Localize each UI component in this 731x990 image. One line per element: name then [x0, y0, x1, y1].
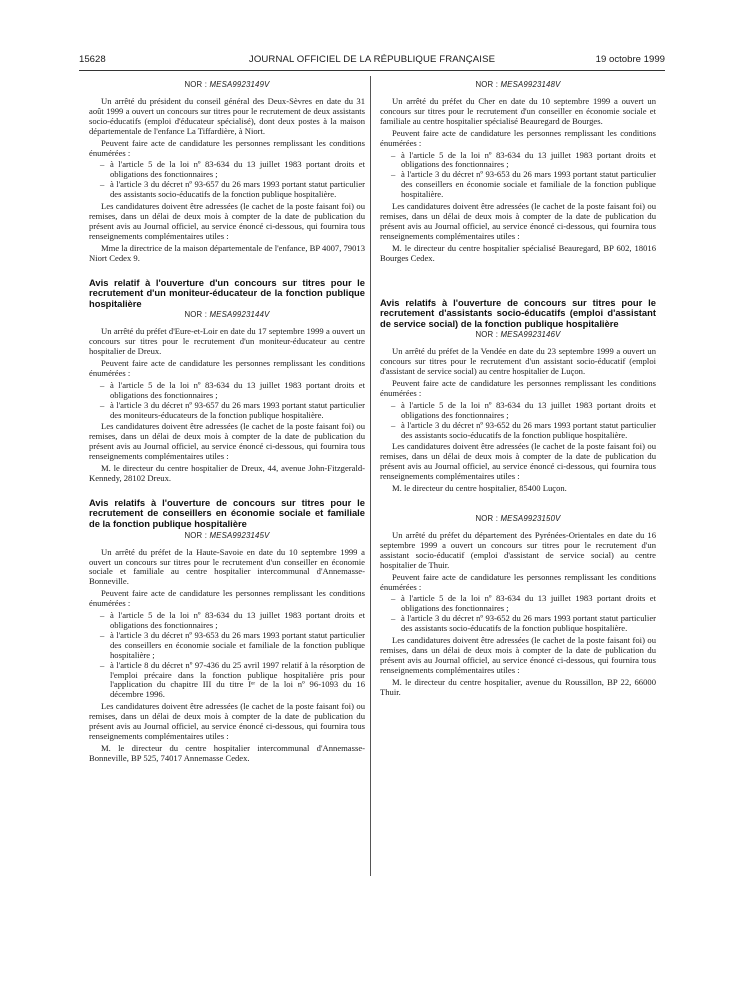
condition-list: [380, 401, 656, 441]
notice-eure-et-loir: [89, 278, 365, 484]
condition-list: [89, 381, 365, 421]
condition-item: – à l'article 3 du décret nº 93-652 du 26 mars 1993 portant statut particulier des assistants socio-éducatifs de la fonction publique hospitalière.: [380, 421, 656, 441]
right-column: [380, 76, 656, 711]
condition-item: – à l'article 3 du décret nº 93-657 du 26 mars 1993 portant statut particulier des moniteurs-éducateurs de la fonction publique hospitalière.: [89, 401, 365, 421]
notice-address: M. le directeur du centre hospitalier, 85400 Luçon.: [392, 483, 567, 494]
notice-candidatures: Les candidatures doivent être adressées (le cachet de la poste faisant foi) ou remises, dans un délai de deux mois à compter de la date de publication du présent avis au Journal officiel, au service énoncé ci-dessous, qui fournira tous renseignements complémentaires utiles :: [380, 201, 656, 241]
notice-conditions: Peuvent faire acte de candidature les personnes remplissant les conditions énumérées :: [89, 358, 365, 378]
nor-reference: [380, 514, 656, 523]
nor-reference: [89, 80, 365, 89]
notice-conditions: Peuvent faire acte de candidature les personnes remplissant les conditions énumérées :: [380, 378, 656, 398]
nor-label: NOR :: [184, 310, 208, 320]
notice-intro: Un arrêté du préfet du département des Pyrénées-Orientales en date du 16 septembre 1999 a ouvert un concours sur titres pour le recrutement d'un assistant socio-éducatif (emploi d'assistant de service social) au centre hospitalier de Thuir.: [380, 529, 656, 570]
notice-haute-savoie: [89, 498, 365, 764]
condition-list: [380, 594, 656, 634]
condition-item: – à l'article 5 de la loi nº 83-634 du 13 juillet 1983 portant droits et obligations des fonctionnaires ;: [89, 611, 365, 631]
notice-address: M. le directeur du centre hospitalier intercommunal d'Annemasse-Bonneville, BP 525, 74017 Annemasse Cedex.: [89, 742, 365, 763]
nor-reference: [89, 310, 365, 319]
notice-intro: Un arrêté du préfet de la Vendée en date du 23 septembre 1999 a ouvert un concours sur titres pour le recrutement d'un assistant socio-éducatif (emploi d'assistant de service social) au centre hospitalier de Luçon.: [380, 346, 656, 377]
notice-conditions: Peuvent faire acte de candidature les personnes remplissant les conditions énumérées :: [380, 127, 656, 148]
nor-code: MESA9923144V: [209, 310, 270, 320]
notice-address: M. le directeur du centre hospitalier de Dreux, 44, avenue John-Fitzgerald-Kennedy, 28102 Dreux.: [89, 463, 365, 483]
notice-vendee: [380, 298, 656, 494]
condition-item: – à l'article 3 du décret nº 93-652 du 26 mars 1993 portant statut particulier des assistants socio-éducatifs de la fonction publique hospitalière.: [380, 614, 656, 634]
nor-code: MESA9923146V: [500, 330, 561, 340]
notice-candidatures: Les candidatures doivent être adressées (le cachet de la poste faisant foi) ou remises, dans un délai de deux mois à compter de la date de publication du présent avis au Journal officiel, au service énoncé ci-dessous, qui fournira tous renseignements complémentaires utiles :: [89, 421, 365, 462]
notice-candidatures: Les candidatures doivent être adressées (le cachet de la poste faisant foi) ou remises, dans un délai de deux mois à compter de la date de publication du présent avis au Journal officiel, au service énoncé ci-dessous, qui fournira tous renseignements complémentaires utiles :: [89, 201, 365, 241]
nor-label: NOR :: [475, 80, 499, 89]
condition-item: – à l'article 8 du décret nº 97-436 du 25 avril 1997 relatif à la résorption de l'emploi précaire dans la fonction publique hospitalière pris pour l'application du chapitre III du titre Iᵉʳ de la loi nº 96-1093 du 16 décembre 1996.: [89, 661, 365, 701]
issue-date: 19 octobre 1999: [595, 54, 665, 65]
journal-title: JOURNAL OFFICIEL DE LA RÉPUBLIQUE FRANÇAISE: [248, 54, 496, 65]
condition-item: – à l'article 5 de la loi nº 83-634 du 13 juillet 1983 portant droits et obligations des fonctionnaires ;: [380, 401, 656, 421]
notice-address: Mme la directrice de la maison départementale de l'enfance, BP 4007, 79013 Niort Cedex 9.: [89, 242, 365, 263]
notice-candidatures: Les candidatures doivent être adressées (le cachet de la poste faisant foi) ou remises, dans un délai de deux mois à compter de la date de publication du présent avis au Journal officiel, au service énoncé ci-dessous, qui fournira tous renseignements complémentaires utiles :: [380, 635, 656, 675]
nor-label: NOR :: [475, 513, 499, 523]
notice-pyrenees-orientales: [380, 514, 656, 698]
nor-label: NOR :: [184, 530, 208, 540]
nor-label: NOR :: [184, 80, 208, 89]
notice-title: Avis relatif à l'ouverture d'un concours sur titres pour le recrutement d'un moniteur-éducateur de la fonction publique hospitalière: [89, 276, 365, 309]
condition-item: – à l'article 5 de la loi nº 83-634 du 13 juillet 1983 portant droits et obligations des fonctionnaires ;: [89, 160, 365, 180]
notice-intro: Un arrêté du préfet de la Haute-Savoie en date du 10 septembre 1999 a ouvert un concours sur titres pour le recrutement d'un conseiller en économie sociale et familiale au centre hospitalier intercommunal d'Annemasse-Bonneville.: [89, 546, 365, 587]
notice-address: M. le directeur du centre hospitalier, avenue du Roussillon, BP 22, 66000 Thuir.: [380, 676, 656, 697]
nor-code: MESA9923150V: [500, 513, 561, 523]
condition-list: [89, 160, 365, 200]
condition-item: – à l'article 5 de la loi nº 83-634 du 13 juillet 1983 portant droits et obligations des fonctionnaires ;: [89, 381, 365, 401]
notice-candidatures: Les candidatures doivent être adressées (le cachet de la poste faisant foi) ou remises, dans un délai de deux mois à compter de la date de publication du présent avis au Journal officiel, au service énoncé ci-dessous, qui fournira tous renseignements complémentaires utiles :: [89, 701, 365, 741]
notice-conditions: Peuvent faire acte de candidature les personnes remplissant les conditions énumérées :: [89, 137, 365, 158]
notice-conditions: Peuvent faire acte de candidature les personnes remplissant les conditions énumérées :: [380, 571, 656, 592]
condition-item: – à l'article 3 du décret nº 93-653 du 26 mars 1993 portant statut particulier des conseillers en économie sociale et familiale de la fonction publique hospitalière.: [380, 170, 656, 200]
nor-code: MESA9923145V: [209, 530, 270, 540]
nor-reference: [380, 330, 656, 339]
notice-candidatures: Les candidatures doivent être adressées (le cachet de la poste faisant foi) ou remises, dans un délai de deux mois à compter de la date de publication du présent avis au Journal officiel, au service énoncé ci-dessous, qui fournira tous renseignements complémentaires utiles :: [380, 441, 656, 482]
page-number: 15628: [79, 54, 106, 65]
notice-title: Avis relatifs à l'ouverture de concours sur titres pour le recrutement de conseillers en économie sociale et familiale de la fonction publique hospitalière: [89, 496, 365, 530]
page-header: [79, 54, 665, 68]
nor-reference: [89, 531, 365, 540]
left-column: [89, 76, 365, 778]
notice-deux-sevres: [89, 80, 365, 264]
nor-code: MESA9923149V: [209, 80, 270, 89]
notice-intro: Un arrêté du préfet du Cher en date du 10 septembre 1999 a ouvert un concours sur titres pour le recrutement d'un conseiller en économie sociale et familiale au centre hospitalier spécialisé Beauregard de Bourges.: [380, 96, 656, 126]
notice-intro: Un arrêté du préfet d'Eure-et-Loir en date du 17 septembre 1999 a ouvert un concours sur titres pour le recrutement d'un moniteur-éducateur au centre hospitalier de Dreux.: [89, 326, 365, 357]
condition-item: – à l'article 5 de la loi nº 83-634 du 13 juillet 1983 portant droits et obligations des fonctionnaires ;: [380, 151, 656, 171]
nor-label: NOR :: [475, 330, 499, 340]
column-divider: [370, 76, 371, 876]
notice-intro: Un arrêté du président du conseil général des Deux-Sèvres en date du 31 août 1999 a ouvert un concours sur titres pour le recrutement de deux assistants socio-éducatifs (emploi d'éducateur spécialisé), dont deux postes à la maison départementale de l'enfance La Tiffardière, à Niort.: [89, 96, 365, 136]
notice-address: M. le directeur du centre hospitalier spécialisé Beauregard, BP 602, 18016 Bourges Cedex.: [380, 242, 656, 263]
condition-list: [89, 611, 365, 700]
nor-reference: [380, 80, 656, 89]
condition-list: [380, 151, 656, 201]
condition-item: – à l'article 5 de la loi nº 83-634 du 13 juillet 1983 portant droits et obligations des fonctionnaires ;: [380, 594, 656, 614]
header-rule: [79, 70, 665, 71]
notice-title: Avis relatifs à l'ouverture de concours sur titres pour le recrutement d'assistants socio-éducatifs (emploi d'assistant de service social) de la fonction publique hospitalière: [380, 296, 656, 329]
condition-item: – à l'article 3 du décret nº 93-653 du 26 mars 1993 portant statut particulier des conseillers en économie sociale et familiale de la fonction publique hospitalière ;: [89, 631, 365, 661]
condition-item: – à l'article 3 du décret nº 93-657 du 26 mars 1993 portant statut particulier des assistants socio-éducatifs de la fonction publique hospitalière.: [89, 180, 365, 200]
notice-cher: [380, 80, 656, 264]
notice-conditions: Peuvent faire acte de candidature les personnes remplissant les conditions énumérées :: [89, 588, 365, 609]
nor-code: MESA9923148V: [500, 80, 561, 89]
